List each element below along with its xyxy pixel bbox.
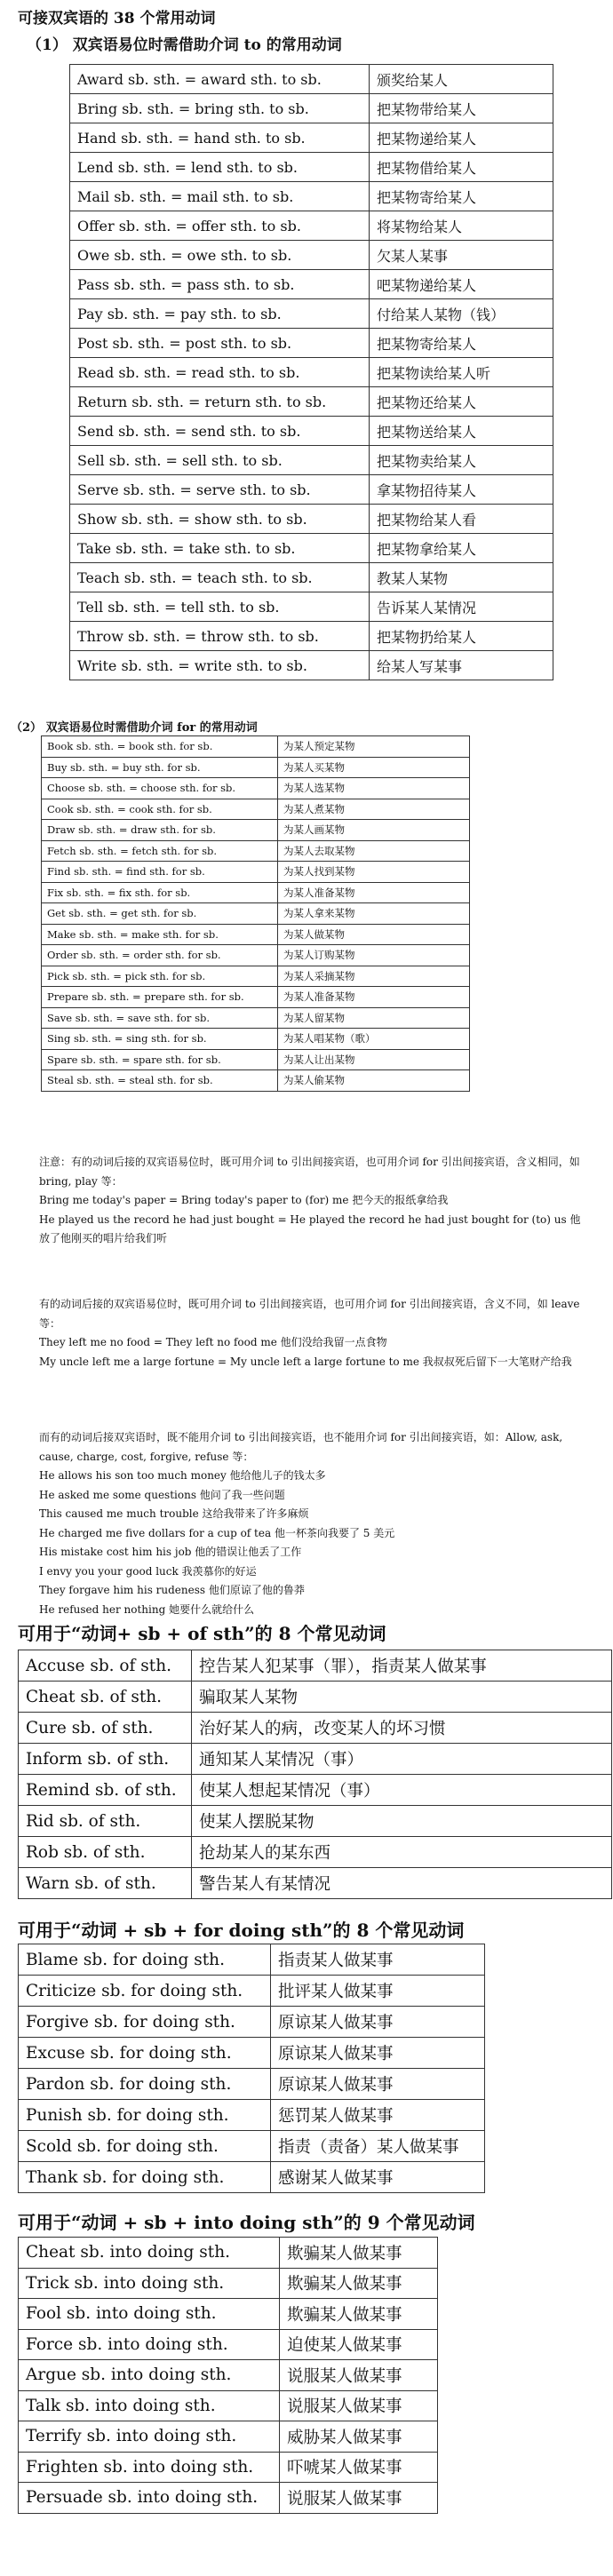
verb-pattern-cell: Frighten sb. into doing sth. [19, 2452, 280, 2483]
verb-pattern-cell: Trick sb. into doing sth. [19, 2268, 280, 2299]
meaning-cell: 批评某人做某事 [271, 1976, 485, 2007]
note-line: 有的动词后接的双宾语易位时，既可用介词 to 引出间接宾语，也可用介词 for 引出间接宾语，含义不同，如 leave 等： [39, 1298, 580, 1330]
verb-pattern-cell: Buy sb. sth. = buy sth. for sb. [42, 757, 278, 778]
verb-pattern-cell: Return sb. sth. = return sth. to sb. [70, 387, 370, 417]
meaning-cell: 控告某人犯某事（罪），指责某人做某事 [192, 1650, 612, 1682]
meaning-cell: 吧某物递给某人 [370, 270, 553, 299]
meaning-cell: 把某物递给某人 [370, 123, 553, 153]
meaning-cell: 吓唬某人做某事 [280, 2452, 438, 2483]
table-row [70, 211, 553, 241]
table-row [19, 2299, 438, 2330]
note-line: His mistake cost him his job 他的错误让他丢了工作 [39, 1546, 302, 1558]
table-row [42, 903, 470, 925]
table-row [70, 329, 553, 358]
verb-pattern-cell: Pay sb. sth. = pay sth. to sb. [70, 299, 370, 329]
meaning-cell: 欺骗某人做某事 [280, 2268, 438, 2299]
meaning-cell: 欠某人某事 [370, 241, 553, 270]
verb-pattern-cell: Prepare sb. sth. = prepare sth. for sb. [42, 987, 278, 1008]
verb-pattern-cell: Scold sb. for doing sth. [19, 2131, 271, 2162]
meaning-cell: 惩罚某人做某事 [271, 2100, 485, 2131]
note-line: Bring me today's paper = Bring today's paper to (for) me 把今天的报纸拿给我 [39, 1194, 449, 1206]
verb-pattern-cell: Sell sb. sth. = sell sth. to sb. [70, 446, 370, 475]
meaning-cell: 原谅某人做某事 [271, 2007, 485, 2038]
meaning-cell: 把某物寄给某人 [370, 182, 553, 211]
meaning-cell: 为某人准备某物 [278, 882, 470, 903]
section1-heading: （1） 双宾语易位时需借助介词 to 的常用动词 [27, 36, 342, 54]
verb-pattern-cell: Remind sb. of sth. [19, 1775, 192, 1806]
note-line: 而有的动词后接双宾语时，既不能用介词 to 引出间接宾语，也不能用介词 for 引出间接宾语，如：Allow, ask, cause, charge, cost, forgive, refuse 等： [39, 1431, 563, 1463]
table-row [19, 2162, 485, 2193]
meaning-cell: 为某人让出某物 [278, 1049, 470, 1070]
table-row [19, 2238, 438, 2269]
table-row [42, 1049, 470, 1070]
verb-pattern-cell: Mail sb. sth. = mail sth. to sb. [70, 182, 370, 211]
meaning-cell: 使某人摆脱某物 [192, 1806, 612, 1837]
section5-heading: 可用于“动词 + sb + into doing sth”的 9 个常见动词 [18, 2212, 475, 2233]
verb-pattern-cell: Blame sb. for doing sth. [19, 1944, 271, 1976]
verb-pattern-cell: Inform sb. of sth. [19, 1744, 192, 1775]
note-line: They left me no food = They left no food me 他们没给我留一点食物 [39, 1336, 387, 1348]
table-row [19, 2038, 485, 2069]
meaning-cell: 为某人买某物 [278, 757, 470, 778]
section2-heading: （2） 双宾语易位时需借助介词 for 的常用动词 [11, 721, 258, 735]
verb-pattern-cell: Cheat sb. into doing sth. [19, 2238, 280, 2269]
verb-pattern-cell: Terrify sb. into doing sth. [19, 2421, 280, 2453]
meaning-cell: 把某物带给某人 [370, 94, 553, 123]
meaning-cell: 为某人拿来某物 [278, 903, 470, 925]
verb-pattern-cell: Talk sb. into doing sth. [19, 2390, 280, 2421]
meaning-cell: 拿某物招待某人 [370, 475, 553, 505]
table-row [70, 153, 553, 182]
meaning-cell: 威胁某人做某事 [280, 2421, 438, 2453]
meaning-cell: 颁奖给某人 [370, 65, 553, 94]
table-for-verbs [41, 735, 470, 1092]
meaning-cell: 把某物读给某人听 [370, 358, 553, 387]
table-row [19, 1744, 612, 1775]
verb-pattern-cell: Fetch sb. sth. = fetch sth. for sb. [42, 840, 278, 862]
meaning-cell: 为某人选某物 [278, 778, 470, 799]
note-line: He asked me some questions 他问了我一些问题 [39, 1488, 285, 1501]
meaning-cell: 付给某人某物（钱） [370, 299, 553, 329]
verb-pattern-cell: Steal sb. sth. = steal sth. for sb. [42, 1070, 278, 1092]
meaning-cell: 原谅某人做某事 [271, 2069, 485, 2100]
verb-pattern-cell: Offer sb. sth. = offer sth. to sb. [70, 211, 370, 241]
meaning-cell: 把某物送给某人 [370, 417, 553, 446]
table-row [19, 2007, 485, 2038]
meaning-cell: 将某物给某人 [370, 211, 553, 241]
table-row [42, 1070, 470, 1092]
page-title: 可接双宾语的 38 个常用动词 [18, 10, 216, 28]
meaning-cell: 迫使某人做某事 [280, 2329, 438, 2360]
verb-pattern-cell: Order sb. sth. = order sth. for sb. [42, 945, 278, 966]
meaning-cell: 给某人写某事 [370, 651, 553, 680]
meaning-cell: 为某人唱某物（歌） [278, 1029, 470, 1050]
table-row [70, 417, 553, 446]
note-to-or-for-different [39, 1295, 590, 1371]
table-row [42, 840, 470, 862]
meaning-cell: 教某人某物 [370, 563, 553, 592]
table-row [70, 475, 553, 505]
verb-pattern-cell: Read sb. sth. = read sth. to sb. [70, 358, 370, 387]
meaning-cell: 骗取某人某物 [192, 1682, 612, 1713]
section4-heading: 可用于“动词 + sb + for doing sth”的 8 个常见动词 [18, 1920, 465, 1941]
meaning-cell: 抢劫某人的某东西 [192, 1837, 612, 1868]
table-row [19, 2360, 438, 2391]
note-line: He allows his son too much money 他给他儿子的钱太多 [39, 1469, 326, 1482]
meaning-cell: 为某人留某物 [278, 1007, 470, 1029]
meaning-cell: 把某物借给某人 [370, 153, 553, 182]
note-line: He played us the record he had just bought = He played the record he had just bought for (to) us 他放了他刚买的唱片给我们听 [39, 1212, 581, 1244]
meaning-cell: 通知某人某情况（事） [192, 1744, 612, 1775]
note-line: This caused me much trouble 这给我带来了许多麻烦 [39, 1507, 309, 1520]
verb-pattern-cell: Spare sb. sth. = spare sth. for sb. [42, 1049, 278, 1070]
table-row [70, 387, 553, 417]
meaning-cell: 为某人准备某物 [278, 987, 470, 1008]
verb-pattern-cell: Excuse sb. for doing sth. [19, 2038, 271, 2069]
verb-pattern-cell: Cook sb. sth. = cook sth. for sb. [42, 799, 278, 820]
meaning-cell: 为某人偷某物 [278, 1070, 470, 1092]
table-row [70, 592, 553, 622]
table-row [42, 736, 470, 758]
table-row [19, 1868, 612, 1899]
meaning-cell: 把某物卖给某人 [370, 446, 553, 475]
meaning-cell: 欺骗某人做某事 [280, 2299, 438, 2330]
verb-pattern-cell: Accuse sb. of sth. [19, 1650, 192, 1682]
section3-heading: 可用于“动词+ sb + of sth”的 8 个常见动词 [18, 1623, 386, 1644]
verb-pattern-cell: Draw sb. sth. = draw sth. for sb. [42, 820, 278, 841]
verb-pattern-cell: Forgive sb. for doing sth. [19, 2007, 271, 2038]
table-row [42, 966, 470, 987]
table-row [42, 1029, 470, 1050]
table-row [70, 65, 553, 94]
note-line: He refused her nothing 她要什么就给什么 [39, 1602, 255, 1616]
table-row [19, 2452, 438, 2483]
table-row [19, 2421, 438, 2453]
table-row [42, 1007, 470, 1029]
meaning-cell: 说服某人做某事 [280, 2360, 438, 2391]
verb-pattern-cell: Pick sb. sth. = pick sth. for sb. [42, 966, 278, 987]
verb-pattern-cell: Fool sb. into doing sth. [19, 2299, 280, 2330]
table-row [19, 1775, 612, 1806]
verb-pattern-cell: Post sb. sth. = post sth. to sb. [70, 329, 370, 358]
table-row [70, 270, 553, 299]
meaning-cell: 为某人找到某物 [278, 862, 470, 883]
table-row [70, 123, 553, 153]
table-to-verbs [69, 64, 553, 680]
verb-pattern-cell: Sing sb. sth. = sing sth. for sb. [42, 1029, 278, 1050]
verb-pattern-cell: Thank sb. for doing sth. [19, 2162, 271, 2193]
verb-pattern-cell: Rid sb. of sth. [19, 1806, 192, 1837]
meaning-cell: 为某人做某物 [278, 924, 470, 945]
meaning-cell: 为某人采摘某物 [278, 966, 470, 987]
note-to-or-for-same [39, 1153, 590, 1249]
table-row [70, 446, 553, 475]
meaning-cell: 为某人画某物 [278, 820, 470, 841]
table-row [19, 2131, 485, 2162]
verb-pattern-cell: Take sb. sth. = take sth. to sb. [70, 534, 370, 563]
note-line: They forgave him his rudeness 他们原谅了他的鲁莽 [39, 1584, 305, 1596]
table-of-sth-verbs [18, 1650, 612, 1899]
meaning-cell: 为某人预定某物 [278, 736, 470, 758]
note-line: 注意：有的动词后接的双宾语易位时，既可用介词 to 引出间接宾语，也可用介词 for 引出间接宾语，含义相同，如 bring, play 等： [39, 1156, 580, 1188]
table-row [70, 622, 553, 651]
table-row [42, 799, 470, 820]
meaning-cell: 为某人煮某物 [278, 799, 470, 820]
table-row [42, 945, 470, 966]
meaning-cell: 把某物还给某人 [370, 387, 553, 417]
table-row [19, 2268, 438, 2299]
meaning-cell: 把某物寄给某人 [370, 329, 553, 358]
table-for-doing-verbs [18, 1944, 485, 2193]
verb-pattern-cell: Fix sb. sth. = fix sth. for sb. [42, 882, 278, 903]
verb-pattern-cell: Find sb. sth. = find sth. for sb. [42, 862, 278, 883]
note-line: My uncle left me a large fortune = My uncle left a large fortune to me 我叔叔死后留下一大笔财产给我 [39, 1355, 572, 1368]
verb-pattern-cell: Rob sb. of sth. [19, 1837, 192, 1868]
table-row [70, 94, 553, 123]
note-line: I envy you your good luck 我羡慕你的好运 [39, 1564, 257, 1578]
verb-pattern-cell: Warn sb. of sth. [19, 1868, 192, 1899]
table-row [19, 2329, 438, 2360]
verb-pattern-cell: Write sb. sth. = write sth. to sb. [70, 651, 370, 680]
verb-pattern-cell: Persuade sb. into doing sth. [19, 2483, 280, 2514]
verb-pattern-cell: Punish sb. for doing sth. [19, 2100, 271, 2131]
verb-pattern-cell: Save sb. sth. = save sth. for sb. [42, 1007, 278, 1029]
verb-pattern-cell: Make sb. sth. = make sth. for sb. [42, 924, 278, 945]
table-row [42, 987, 470, 1008]
verb-pattern-cell: Serve sb. sth. = serve sth. to sb. [70, 475, 370, 505]
table-row [19, 1944, 485, 1976]
verb-pattern-cell: Show sb. sth. = show sth. to sb. [70, 505, 370, 534]
table-row [19, 1837, 612, 1868]
table-row [70, 534, 553, 563]
meaning-cell: 警告某人有某情况 [192, 1868, 612, 1899]
table-row [19, 1682, 612, 1713]
meaning-cell: 欺骗某人做某事 [280, 2238, 438, 2269]
verb-pattern-cell: Force sb. into doing sth. [19, 2329, 280, 2360]
table-row [42, 862, 470, 883]
verb-pattern-cell: Choose sb. sth. = choose sth. for sb. [42, 778, 278, 799]
verb-pattern-cell: Cheat sb. of sth. [19, 1682, 192, 1713]
verb-pattern-cell: Argue sb. into doing sth. [19, 2360, 280, 2391]
table-into-doing-verbs [18, 2237, 438, 2514]
table-row [70, 563, 553, 592]
table-row [19, 1806, 612, 1837]
meaning-cell: 为某人去取某物 [278, 840, 470, 862]
verb-pattern-cell: Teach sb. sth. = teach sth. to sb. [70, 563, 370, 592]
table-row [70, 358, 553, 387]
verb-pattern-cell: Hand sb. sth. = hand sth. to sb. [70, 123, 370, 153]
meaning-cell: 告诉某人某情况 [370, 592, 553, 622]
table-row [70, 182, 553, 211]
note-no-preposition [39, 1428, 590, 1619]
verb-pattern-cell: Pass sb. sth. = pass sth. to sb. [70, 270, 370, 299]
verb-pattern-cell: Award sb. sth. = award sth. to sb. [70, 65, 370, 94]
table-row [19, 2390, 438, 2421]
meaning-cell: 说服某人做某事 [280, 2390, 438, 2421]
verb-pattern-cell: Cure sb. of sth. [19, 1713, 192, 1744]
table-row [42, 778, 470, 799]
verb-pattern-cell: Book sb. sth. = book sth. for sb. [42, 736, 278, 758]
table-row [70, 505, 553, 534]
table-row [42, 882, 470, 903]
verb-pattern-cell: Pardon sb. for doing sth. [19, 2069, 271, 2100]
meaning-cell: 原谅某人做某事 [271, 2038, 485, 2069]
verb-pattern-cell: Criticize sb. for doing sth. [19, 1976, 271, 2007]
meaning-cell: 把某物扔给某人 [370, 622, 553, 651]
table-row [19, 1713, 612, 1744]
table-row [19, 2483, 438, 2514]
meaning-cell: 为某人订购某物 [278, 945, 470, 966]
verb-pattern-cell: Send sb. sth. = send sth. to sb. [70, 417, 370, 446]
note-line: He charged me five dollars for a cup of tea 他一杯茶向我要了 5 美元 [39, 1526, 395, 1539]
verb-pattern-cell: Bring sb. sth. = bring sth. to sb. [70, 94, 370, 123]
table-row [70, 241, 553, 270]
meaning-cell: 指责（责备）某人做某事 [271, 2131, 485, 2162]
verb-pattern-cell: Lend sb. sth. = lend sth. to sb. [70, 153, 370, 182]
table-row [42, 924, 470, 945]
verb-pattern-cell: Get sb. sth. = get sth. for sb. [42, 903, 278, 925]
verb-pattern-cell: Throw sb. sth. = throw sth. to sb. [70, 622, 370, 651]
meaning-cell: 治好某人的病，改变某人的坏习惯 [192, 1713, 612, 1744]
table-row [19, 2100, 485, 2131]
table-row [19, 1976, 485, 2007]
verb-pattern-cell: Owe sb. sth. = owe sth. to sb. [70, 241, 370, 270]
meaning-cell: 把某物给某人看 [370, 505, 553, 534]
table-row [42, 757, 470, 778]
meaning-cell: 把某物拿给某人 [370, 534, 553, 563]
table-row [70, 299, 553, 329]
table-row [19, 2069, 485, 2100]
meaning-cell: 说服某人做某事 [280, 2483, 438, 2514]
table-row [70, 651, 553, 680]
table-row [19, 1650, 612, 1682]
meaning-cell: 指责某人做某事 [271, 1944, 485, 1976]
meaning-cell: 使某人想起某情况（事） [192, 1775, 612, 1806]
verb-pattern-cell: Tell sb. sth. = tell sth. to sb. [70, 592, 370, 622]
meaning-cell: 感谢某人做某事 [271, 2162, 485, 2193]
table-row [42, 820, 470, 841]
